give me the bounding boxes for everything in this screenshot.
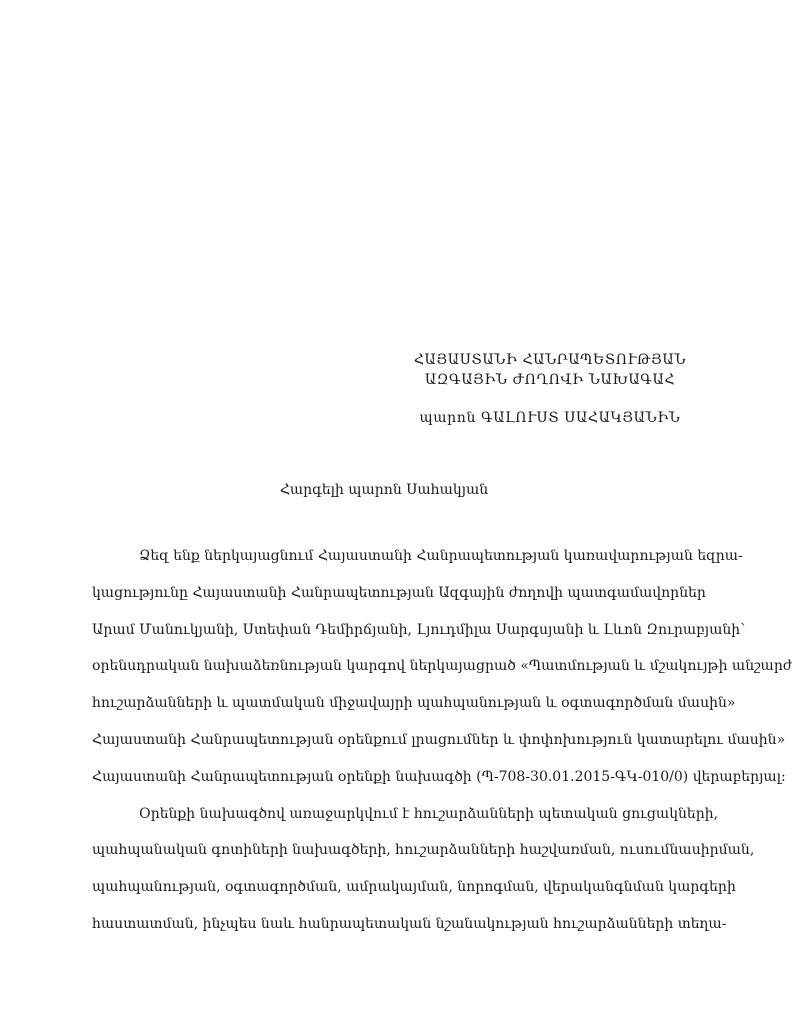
body-line: օրենսդրական նախաձեռնության կարգով ներկայացրած «Պատմության և մշակույթի անշարժ bbox=[92, 658, 792, 675]
body-line: հաստատման, ինչպես նաև հանրապետական նշանակության հուշարձանների տեղա- bbox=[92, 915, 727, 932]
body-line: Օրենքի նախագծով առաջարկվում է հուշարձանների պետական ցուցակների, bbox=[139, 805, 719, 822]
body-line: պահպանության, օգտագործման, ամրակայման, նորոգման, վերականգնման կարգերի bbox=[92, 879, 736, 896]
body-line: հուշարձանների և պատմական միջավայրի պահպանության և օգտագործման մասին» bbox=[92, 695, 736, 712]
body-line: կացությունը Հայաստանի Հանրապետության Ազգային ժողովի պատգամավորներ bbox=[92, 584, 706, 601]
letter-body bbox=[92, 546, 792, 951]
body-line: Արամ Մանուկյանի, Ստեփան Դեմիրճյանի, Լյուդմիլա Սարգսյանի և Լևոն Զուրաբյանի՝ bbox=[92, 621, 746, 638]
addressee-block bbox=[400, 350, 700, 428]
salutation: Հարգելի պարոն Սահակյան bbox=[279, 482, 489, 498]
body-line: Հայաստանի Հանրապետության օրենքում լրացումներ և փոփոխություն կատարելու մասին» bbox=[92, 731, 786, 748]
body-line: Ձեզ ենք ներկայացնում Հայաստանի Հանրապետության կառավարության եզրա- bbox=[139, 548, 743, 564]
addressee-line-2: ԱԶԳԱՅԻՆ ԺՈՂՈՎԻ ՆԱԽԱԳԱՀ bbox=[424, 372, 676, 388]
body-line: պահպանական գոտիների նախագծերի, հուշարձանների հաշվառման, ուսումնասիրման, bbox=[92, 842, 755, 859]
body-line: Հայաստանի Հանրապետության օրենքի նախագծի (Պ-708-30.01.2015-ԳԿ-010/0) վերաբերյալ: bbox=[92, 768, 786, 785]
addressee-name: պարոն ԳԱԼՈՒՍՏ ՍԱՀԱԿՅԱՆԻՆ bbox=[419, 410, 681, 426]
addressee-line-1: ՀԱՅԱՍՏԱՆԻ ՀԱՆՐԱՊԵՏՈՒԹՅԱՆ bbox=[413, 352, 687, 368]
